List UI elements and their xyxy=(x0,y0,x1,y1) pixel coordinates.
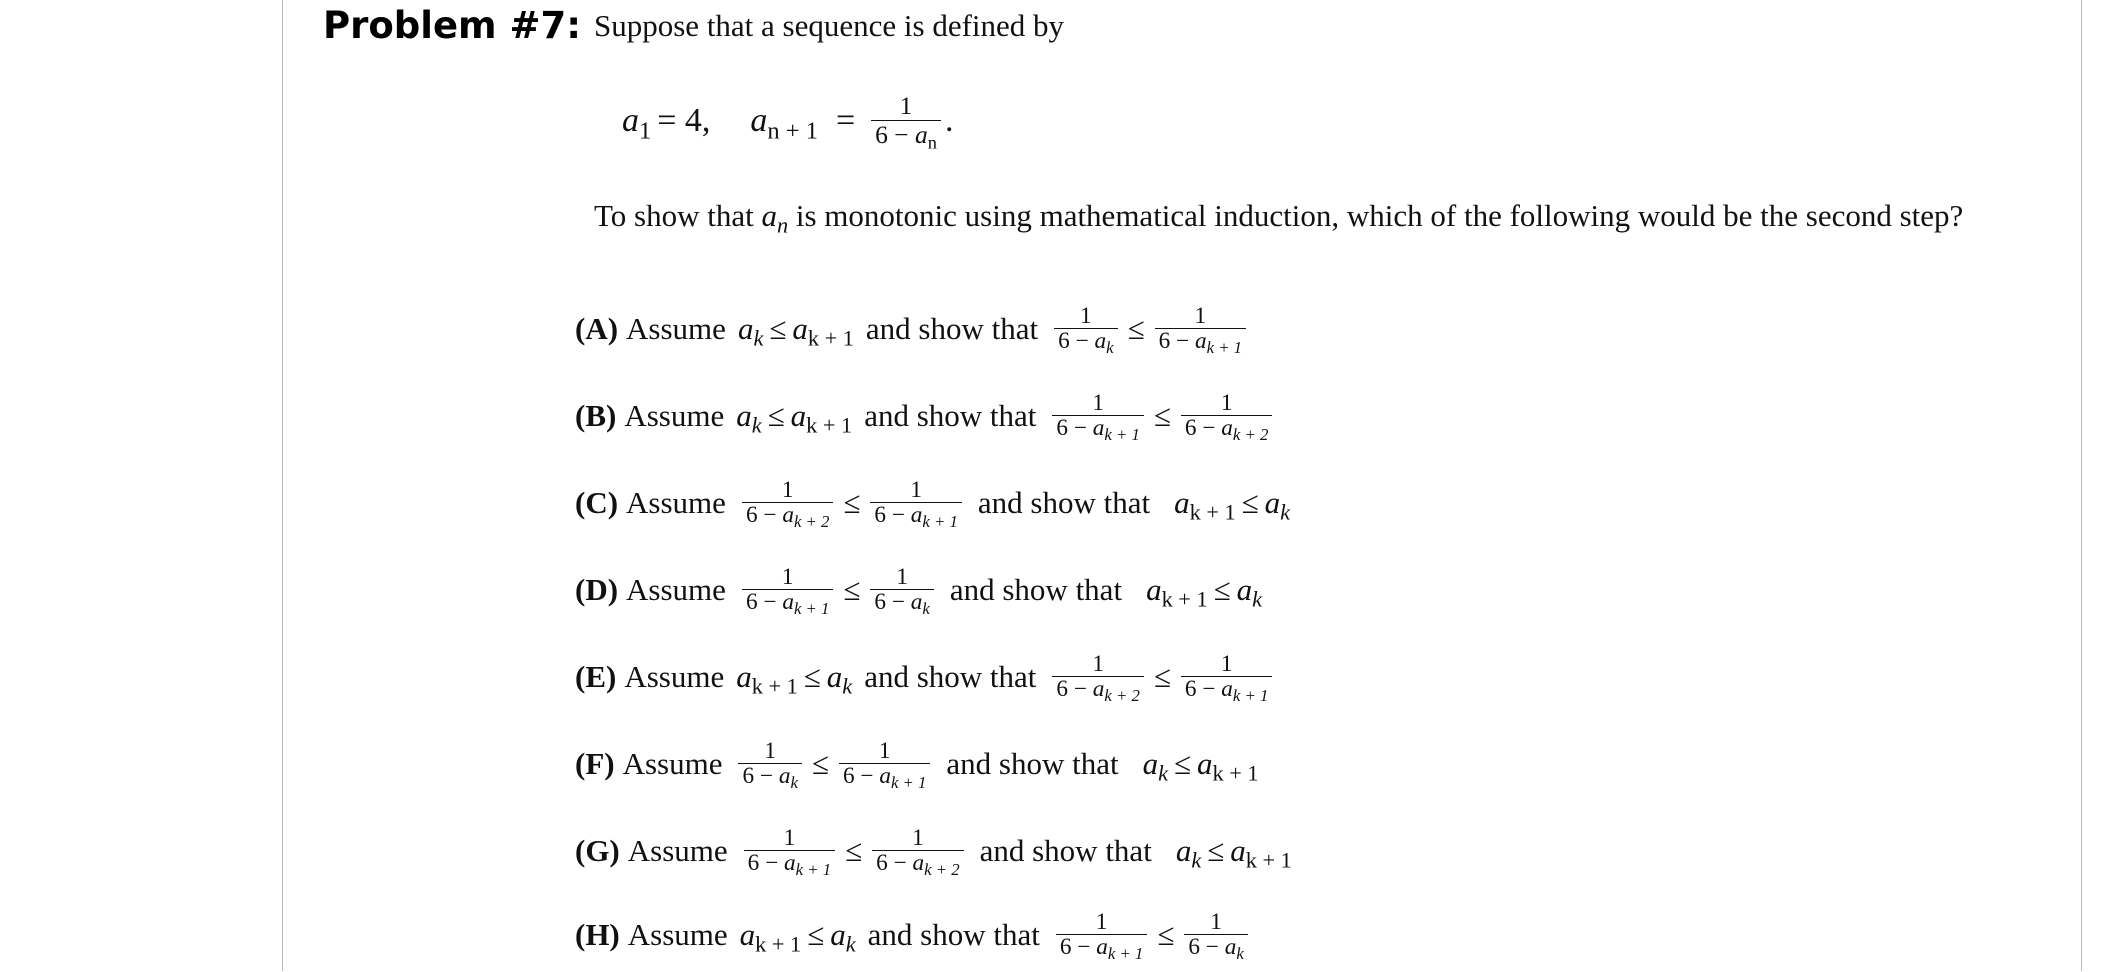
def-fraction xyxy=(871,91,941,153)
sequence-definition xyxy=(622,82,953,160)
question-text: To show that $a_n$ is monotonic using mathematical induction, which of the following would be the second step? xyxy=(594,198,1964,238)
option-a[interactable]: (A) Assume $a_k \le a_{k + 1}$ and show that $\frac{1}{6 - a_k}$ ≤ $\frac{1}{6 - a_{k + 1}}$ xyxy=(575,292,1250,366)
option-f-right-fraction: $\frac{1}{6 - a_{k + 1}}$ xyxy=(839,739,930,790)
option-b[interactable]: (B) Assume $a_k \le a_{k + 1}$ and show that $\frac{1}{6 - a_{k + 1}}$ ≤ $\frac{1}{6 - a_{k + 2}}$ xyxy=(575,379,1276,453)
option-a-left-fraction: $\frac{1}{6 - a_k}$ xyxy=(1054,304,1117,355)
option-d-left-fraction: $\frac{1}{6 - a_{k + 1}}$ xyxy=(742,565,833,616)
option-c[interactable]: (C) Assume $\frac{1}{6 - a_{k + 2}}$ ≤ $\frac{1}{6 - a_{k + 1}}$ and show that $a_{k + 1} \le a_k$ xyxy=(575,476,1291,531)
def-period: . xyxy=(944,102,954,139)
option-c-left-fraction: $\frac{1}{6 - a_{k + 2}}$ xyxy=(742,478,833,529)
def-denominator: $6 - a_n$ xyxy=(875,119,937,153)
option-b-right-fraction: $\frac{1}{6 - a_{k + 2}}$ xyxy=(1181,391,1272,442)
option-c-conclusion: $a_{k + 1} \le a_k$ xyxy=(1174,485,1291,525)
option-e[interactable]: (E) Assume $a_{k + 1} \le a_k$ and show that $\frac{1}{6 - a_{k + 2}}$ ≤ $\frac{1}{6 - a_{k + 1}}$ xyxy=(575,640,1276,714)
option-g-right-fraction: $\frac{1}{6 - a_{k + 2}}$ xyxy=(872,826,963,877)
def-numerator: 1 xyxy=(899,91,913,121)
left-border-line xyxy=(282,0,283,971)
option-d[interactable]: (D) Assume $\frac{1}{6 - a_{k + 1}}$ ≤ $\frac{1}{6 - a_k}$ and show that $a_{k + 1} \le a_k$ xyxy=(575,563,1263,618)
right-border-line xyxy=(2081,0,2082,971)
option-a-assumption: $a_k \le a_{k + 1}$ xyxy=(737,311,854,351)
option-e-assumption: $a_{k + 1} \le a_k$ xyxy=(736,659,853,699)
def-equals: = xyxy=(835,102,856,139)
option-b-left-fraction: $\frac{1}{6 - a_{k + 1}}$ xyxy=(1052,391,1143,442)
option-c-right-fraction: $\frac{1}{6 - a_{k + 1}}$ xyxy=(870,478,961,529)
option-h[interactable]: (H) Assume $a_{k + 1} \le a_k$ and show that $\frac{1}{6 - a_{k + 1}}$ ≤ $\frac{1}{6 - a_k}$ xyxy=(575,898,1252,972)
option-b-assumption: $a_k \le a_{k + 1}$ xyxy=(736,398,853,438)
option-f-conclusion: $a_k \le a_{k + 1}$ xyxy=(1142,746,1259,786)
option-d-right-fraction: $\frac{1}{6 - a_k}$ xyxy=(870,565,933,616)
option-g-conclusion: $a_k \le a_{k + 1}$ xyxy=(1175,833,1292,873)
option-e-left-fraction: $\frac{1}{6 - a_{k + 2}}$ xyxy=(1052,652,1143,703)
def-recursive-term: $a_{n + 1}$ xyxy=(750,102,818,145)
option-h-assumption: $a_{k + 1} \le a_k$ xyxy=(739,917,856,957)
problem-intro: Suppose that a sequence is defined by xyxy=(594,8,1065,43)
option-f-left-fraction: $\frac{1}{6 - a_k}$ xyxy=(738,739,801,790)
def-first-value: = 4, xyxy=(657,102,711,139)
option-g[interactable]: (G) Assume $\frac{1}{6 - a_{k + 1}}$ ≤ $\frac{1}{6 - a_{k + 2}}$ and show that $a_k \le a_{k + 1}$ xyxy=(575,824,1292,879)
option-g-left-fraction: $\frac{1}{6 - a_{k + 1}}$ xyxy=(744,826,835,877)
option-d-conclusion: $a_{k + 1} \le a_k$ xyxy=(1146,572,1263,612)
option-e-right-fraction: $\frac{1}{6 - a_{k + 1}}$ xyxy=(1181,652,1272,703)
option-h-left-fraction: $\frac{1}{6 - a_{k + 1}}$ xyxy=(1056,910,1147,961)
def-first-term: $a_1$ xyxy=(622,102,652,145)
option-h-right-fraction: $\frac{1}{6 - a_k}$ xyxy=(1184,910,1247,961)
option-f[interactable]: (F) Assume $\frac{1}{6 - a_k}$ ≤ $\frac{1}{6 - a_{k + 1}}$ and show that $a_k \le a_{k + 1}$ xyxy=(575,737,1259,792)
option-a-right-fraction: $\frac{1}{6 - a_{k + 1}}$ xyxy=(1155,304,1246,355)
problem-title: Problem #7: xyxy=(323,4,582,47)
